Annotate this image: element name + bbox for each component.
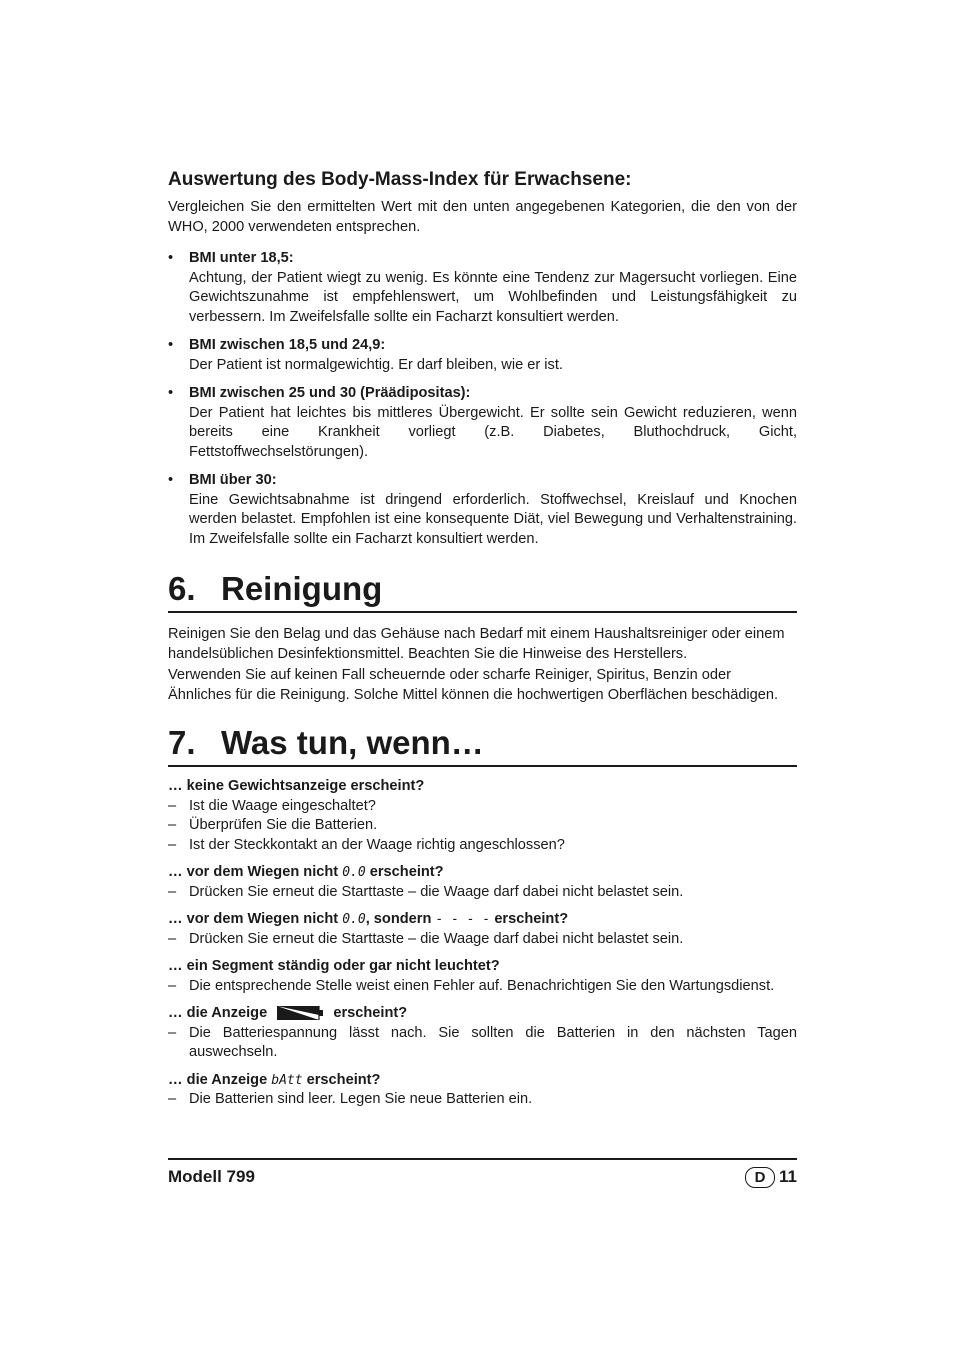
page-content (168, 168, 797, 1110)
faq-answer (168, 797, 797, 817)
faq-question-text: … die Anzeige (168, 1071, 268, 1088)
bmi-item-title: BMI zwischen 25 und 30 (Präädipositas): (189, 385, 471, 401)
faq-answer-text: Die Batterien sind leer. Legen Sie neue Batterien ein. (189, 1091, 533, 1107)
faq-question: … ein Segment ständig oder gar nicht leuchtet? (168, 958, 500, 974)
section-title: Reinigung (221, 570, 383, 607)
faq-answer (168, 977, 797, 997)
display-segment: 0.0 (342, 912, 366, 927)
bmi-item-text: Eine Gewichtsabnahme ist dringend erforderlich. Stoffwechsel, Kreislauf und Knochen werden belastet. Empfohlen ist eine konsequente Diät, viel Bewegung und Verhaltenstraining. Im Zweifelsfalle sollte ein Facharzt konsultiert werden. (189, 491, 797, 547)
bullet-dot: • (168, 385, 174, 401)
bmi-item (168, 249, 797, 327)
cleaning-paragraph: Verwenden Sie auf keinen Fall scheuernde oder scharfe Reiniger, Spiritus, Benzin oder Ähnliches für die Reinigung. Solche Mittel können die hochwertigen Oberflächen beschädigen. (168, 667, 779, 703)
faq-question-text: … vor dem Wiegen nicht (168, 911, 339, 927)
section-6-body (168, 625, 797, 705)
faq-question-text: … vor dem Wiegen nicht (168, 864, 339, 880)
faq-answer (168, 1024, 797, 1063)
display-segment: - - - - (435, 912, 491, 927)
faq-question (168, 910, 797, 930)
page-number: 11 (779, 1167, 797, 1186)
dash-marker: – (168, 930, 177, 947)
section-6-heading (168, 569, 797, 613)
bmi-item (168, 471, 797, 549)
faq-answer-text: Überprüfen Sie die Batterien. (189, 817, 378, 833)
faq-question-text: erscheint? (369, 864, 444, 880)
display-segment: bAtt (271, 1072, 303, 1088)
faq-question-text: erscheint? (306, 1071, 381, 1088)
language-badge: D (745, 1167, 775, 1188)
faq-question-text: erscheint? (494, 911, 569, 927)
faq-answer-text: Ist der Steckkontakt an der Waage richtig angeschlossen? (189, 836, 565, 853)
dash-marker: – (168, 977, 177, 994)
faq-answer-text: Die entsprechende Stelle weist einen Fehler auf. Benachrichtigen Sie den Wartungsdienst. (189, 977, 775, 994)
bullet-dot: • (168, 337, 174, 353)
bmi-item-title: BMI zwischen 18,5 und 24,9: (189, 337, 386, 353)
dash-marker: – (168, 1024, 177, 1041)
faq-answer-text: Drücken Sie erneut die Starttaste – die Waage darf dabei nicht belastet sein. (189, 930, 684, 947)
bmi-item-title: BMI unter 18,5: (189, 250, 294, 266)
page-indicator (745, 1166, 797, 1188)
bmi-item-text: Der Patient hat leichtes bis mittleres Übergewicht. Er sollte sein Gewicht reduzieren, wenn bereits eine Krankheit vorliegt (z.B. Diabetes, Bluthochdruck, Gicht, Fettstoffwechselstörungen). (189, 404, 797, 460)
dash-marker: – (168, 817, 177, 833)
section-number: 6. (168, 570, 196, 607)
faq-answer-text: Ist die Waage eingeschaltet? (189, 797, 376, 814)
faq-answer (168, 1090, 797, 1110)
bmi-item-text: Der Patient ist normalgewichtig. Er darf bleiben, wie er ist. (189, 356, 563, 373)
bullet-dot: • (168, 472, 174, 488)
bmi-heading: Auswertung des Body-Mass-Index für Erwachsene: (168, 169, 632, 190)
section-title: Was tun, wenn… (221, 724, 484, 761)
bullet-dot: • (168, 250, 174, 266)
battery-low-icon (277, 1006, 323, 1020)
bmi-item (168, 336, 797, 375)
page-footer (168, 1158, 797, 1188)
model-name: Modell 799 (168, 1167, 255, 1186)
faq-question (168, 1004, 797, 1024)
faq-answer (168, 816, 797, 836)
faq-answer (168, 836, 797, 856)
cleaning-paragraph: Reinigen Sie den Belag und das Gehäuse nach Bedarf mit einem Haushaltsreiniger oder einem handelsüblichen Desinfektionsmittel. Beachten Sie die Hinweise des Herstellers. (168, 626, 785, 662)
faq-question: … keine Gewichtsanzeige erscheint? (168, 778, 425, 794)
faq-answer-text: Drücken Sie erneut die Starttaste – die Waage darf dabei nicht belastet sein. (189, 883, 684, 900)
bmi-item-text: Achtung, der Patient wiegt zu wenig. Es könnte eine Tendenz zur Magersucht vorliegen. Eine Gewichtszunahme ist empfehlenswert, um Wohlbefinden und Leistungsfähigkeit zu verbessern. Im Zweifelsfalle sollte ein Facharzt konsultiert werden. (189, 269, 797, 325)
faq-question-text: … die Anzeige (168, 1005, 268, 1021)
dash-marker: – (168, 836, 177, 853)
section-7-body (168, 777, 797, 1110)
faq-question (168, 1071, 797, 1091)
bmi-intro: Vergleichen Sie den ermittelten Wert mit den unten angegebenen Kategorien, die den von der WHO, 2000 verwendeten entsprechen. (168, 199, 797, 235)
faq-question-text: erscheint? (333, 1005, 408, 1021)
dash-marker: – (168, 883, 177, 900)
bmi-item (168, 384, 797, 462)
faq-answer (168, 930, 797, 950)
faq-question (168, 863, 797, 883)
bmi-item-title: BMI über 30: (189, 472, 277, 488)
faq-question-text: , sondern (365, 911, 432, 927)
faq-answer-text: Die Batteriespannung lässt nach. Sie sollten die Batterien in den nächsten Tagen auswechseln. (189, 1024, 797, 1060)
display-segment: 0.0 (342, 865, 366, 880)
section-7-heading (168, 723, 797, 767)
section-number: 7. (168, 724, 196, 761)
dash-marker: – (168, 797, 177, 814)
dash-marker: – (168, 1091, 177, 1107)
faq-answer (168, 883, 797, 903)
